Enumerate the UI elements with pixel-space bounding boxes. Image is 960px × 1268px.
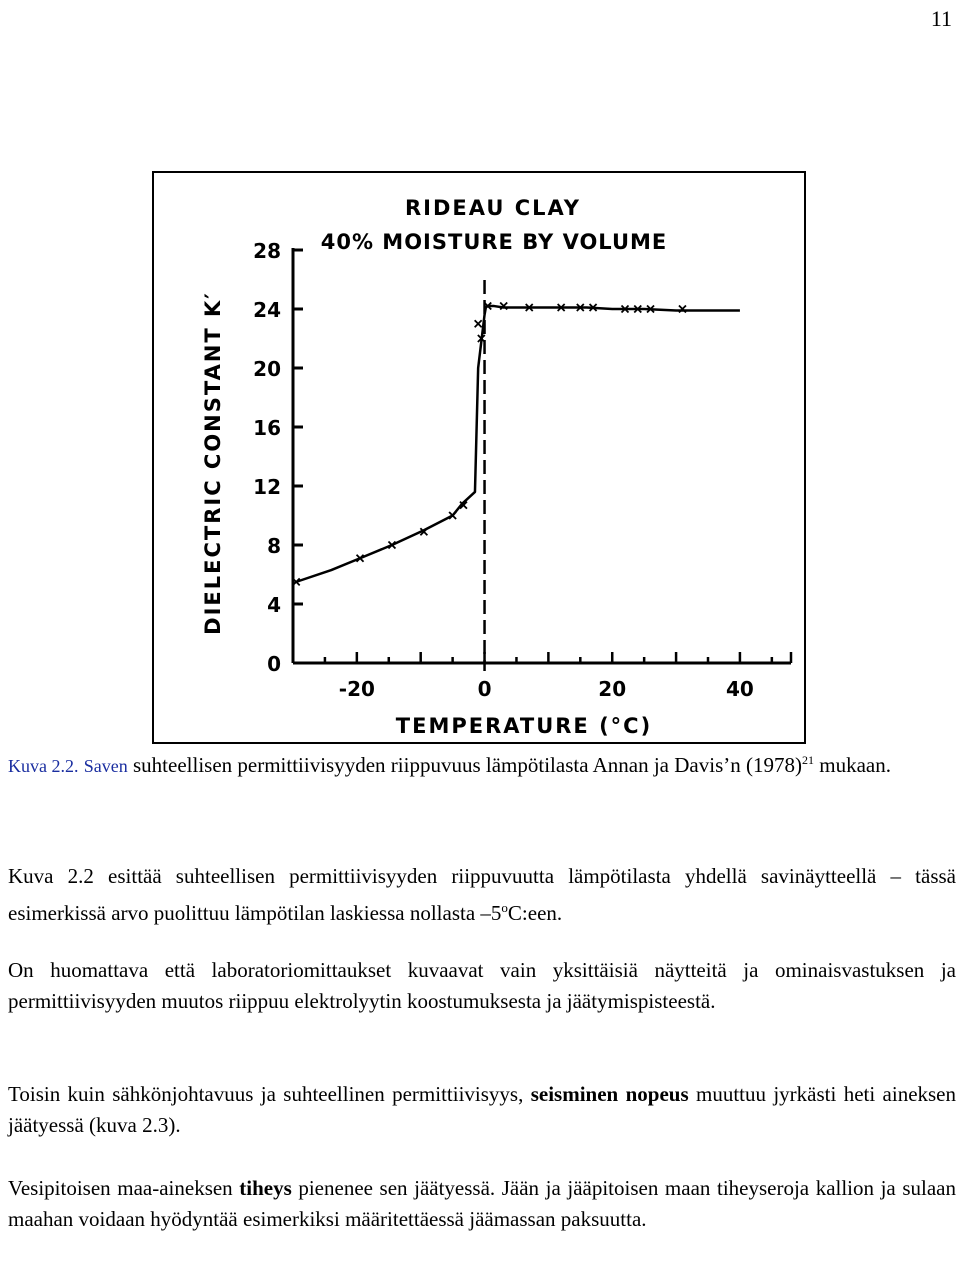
y-tick-label: 0 (267, 652, 281, 676)
x-tick-label: 40 (726, 677, 754, 701)
y-tick-label: 4 (267, 593, 281, 617)
caption-reference: 21 (801, 753, 814, 767)
paragraph-1-text: Kuva 2.2 esittää suhteellisen permittiivisyyden riippuvuutta lämpötilasta yhdellä savinäytteellä – tässä esimerkissä arvo puolittuu lämpötilan laskiessa nollasta –5 (8, 864, 956, 925)
x-tick-label: 0 (477, 677, 492, 701)
y-tick-label: 8 (267, 534, 281, 558)
chart-title: RIDEAU CLAY (405, 196, 581, 220)
degree-superscript: o (501, 900, 508, 915)
paragraph-1-end: C:een. (507, 901, 563, 925)
data-point-marker (475, 320, 482, 327)
chart-svg (154, 173, 804, 742)
x-tick-label: -20 (338, 677, 375, 701)
caption-text-end: mukaan. (813, 753, 891, 777)
paragraph-4 (8, 1173, 956, 1235)
paragraph-4-bold: tiheys (239, 1176, 292, 1200)
paragraph-4-text: Vesipitoisen maa-aineksen (8, 1176, 240, 1200)
paragraph-3-end: muuttuu jyrkästi heti aineksen jäätyessä (kuva 2.3). (8, 1082, 957, 1137)
caption-label: Kuva 2.2. (8, 756, 79, 776)
y-tick-label: 28 (253, 239, 281, 263)
caption-text: suhteellisen permittiivisyyden riippuvuus lämpötilasta Annan ja Davis’n (1978) (127, 753, 802, 777)
y-tick-label: 24 (253, 298, 281, 322)
paragraph-3-bold: seisminen nopeus (530, 1082, 689, 1106)
chart-x-axis-label: TEMPERATURE (°C) (395, 714, 653, 738)
y-tick-label: 16 (253, 416, 281, 440)
caption-text-small: Saven (83, 756, 128, 776)
figure-chart (152, 171, 806, 744)
paragraph-2: On huomattava että laboratoriomittaukset kuvaavat vain yksittäisiä näytteitä ja ominaisvastuksen ja permittiivisyyden muutos riippuu elektrolyytin koostumuksesta ja jäätymispisteestä. (8, 958, 956, 1013)
chart-subtitle: 40% MOISTURE BY VOLUME (320, 230, 668, 254)
paragraph-4-end: pienenee sen jäätyessä. Jään ja jääpitoisen maan tiheyseroja kallion ja sulaan maahan voidaan hyödyntää esimerkiksi määritettäessä jäämassan paksuutta. (8, 1176, 956, 1231)
series-line (296, 306, 740, 582)
paragraph-3-text: Toisin kuin sähkönjohtavuus ja suhteellinen permittiivisyys, (8, 1082, 531, 1106)
paragraph-3 (8, 1079, 956, 1141)
page-number: 11 (930, 6, 952, 31)
y-tick-label: 20 (253, 357, 281, 381)
paragraph-1 (8, 861, 956, 929)
x-tick-label: 20 (598, 677, 627, 701)
chart-y-axis-label: DIELECTRIC CONSTANT K′ (201, 291, 225, 635)
y-tick-label: 12 (253, 475, 281, 499)
figure-caption (8, 745, 956, 782)
chart-marks (293, 280, 740, 671)
